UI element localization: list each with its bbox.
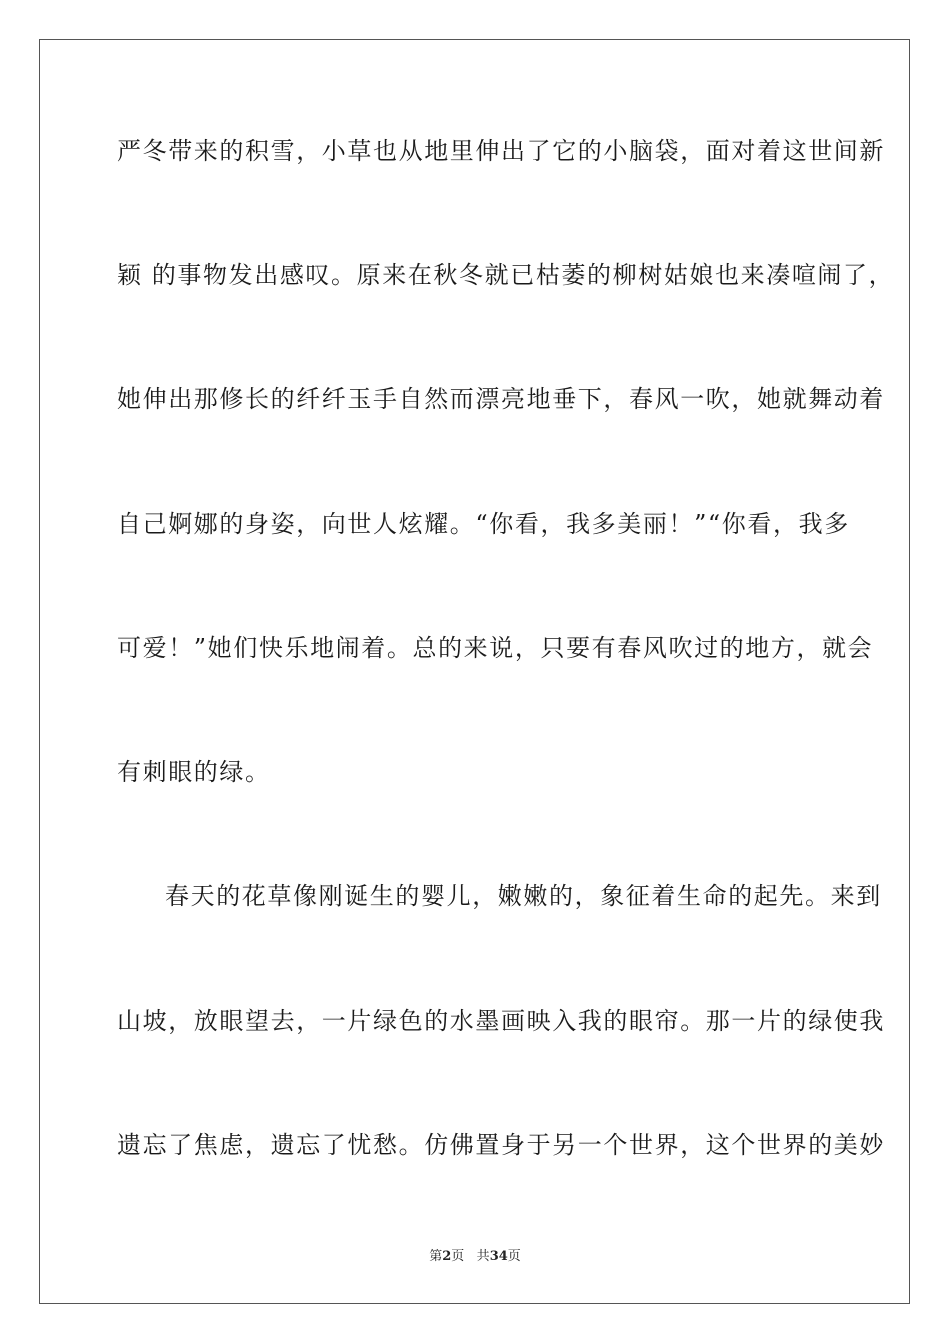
page-prefix: 第 xyxy=(429,1249,443,1264)
paragraph-2-first-line: 春天的花草像刚诞生的婴儿，嫩嫩的，象征着生命的起先。来到 xyxy=(165,882,882,910)
text-line-2: 颖 的事物发出感叹。原来在秋冬就已枯萎的柳树姑娘也来凑喧闹了， xyxy=(117,261,895,289)
text-line-8: 山坡，放眼望去，一片绿色的水墨画映入我的眼帘。那一片的绿使我 xyxy=(117,1007,885,1035)
text-line-9: 遗忘了焦虑，遗忘了忧愁。仿佛置身于另一个世界，这个世界的美妙 xyxy=(117,1131,885,1159)
page-footer xyxy=(0,1248,950,1266)
text-line-4: 自己婀娜的身姿，向世人炫耀。“你看，我多美丽！”“你看，我多 xyxy=(117,510,850,538)
total-prefix: 共 xyxy=(476,1249,490,1264)
page-unit: 页 xyxy=(451,1249,465,1264)
text-line-1: 严冬带来的积雪，小草也从地里伸出了它的小脑袋，面对着这世间新 xyxy=(117,137,885,165)
page-border xyxy=(39,39,910,1304)
total-pages: 34 xyxy=(489,1249,508,1264)
text-line-5: 可爱！”她们快乐地闹着。总的来说，只要有春风吹过的地方，就会 xyxy=(117,634,874,662)
page-number: 2 xyxy=(442,1249,452,1264)
text-line-3: 她伸出那修长的纤纤玉手自然而漂亮地垂下，春风一吹，她就舞动着 xyxy=(117,385,885,413)
text-line-6: 有刺眼的绿。 xyxy=(117,758,271,786)
total-unit: 页 xyxy=(507,1249,521,1264)
